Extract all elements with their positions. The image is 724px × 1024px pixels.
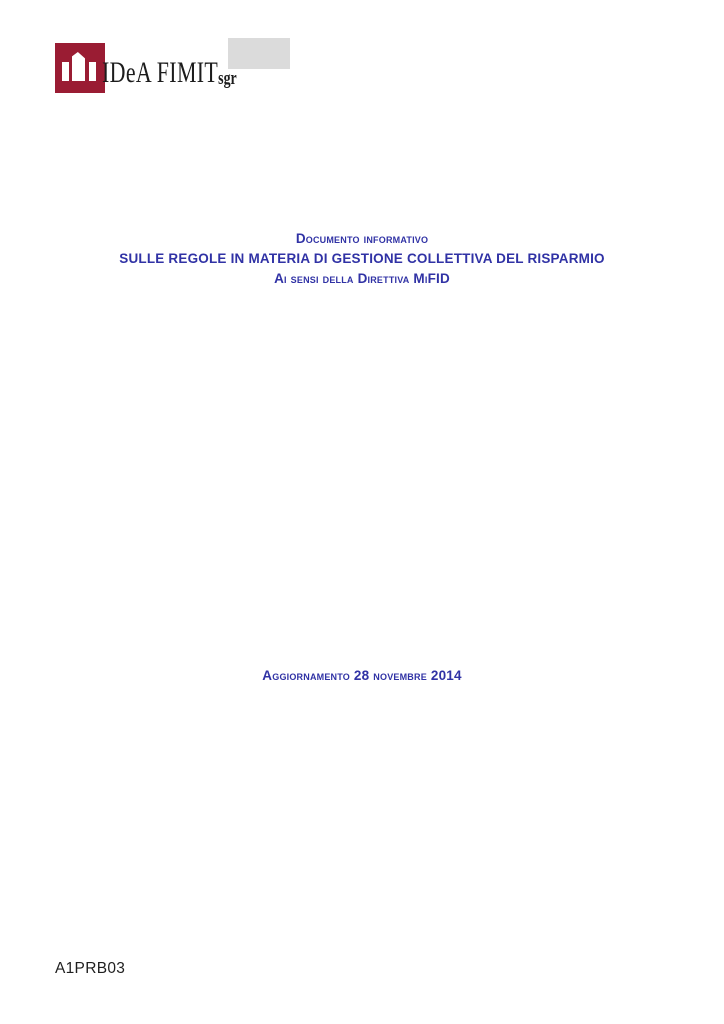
update-date-line: Aggiornamento 28 novembre 2014 <box>262 668 462 683</box>
logo <box>0 0 400 120</box>
logo-wordmark <box>102 56 237 90</box>
document-code: A1PRB03 <box>55 960 126 977</box>
document-title-line-3: Ai sensi della Direttiva MiFID <box>274 271 450 286</box>
document-title-line-1: Documento informativo <box>295 231 429 246</box>
logo-company-name: IDeA FIMIT <box>102 56 219 89</box>
document-title-line-2: SULLE REGOLE IN MATERIA DI GESTIONE COLLETTIVA DEL RISPARMIO <box>119 251 605 266</box>
logo-bar-left-icon <box>62 62 69 81</box>
logo-building-icon <box>72 52 85 81</box>
logo-bar-right-icon <box>89 62 96 81</box>
document-title-block <box>0 229 724 289</box>
logo-scan-artifact <box>228 38 290 69</box>
logo-suffix: sgr <box>218 68 237 89</box>
logo-mark-icon <box>55 43 105 93</box>
